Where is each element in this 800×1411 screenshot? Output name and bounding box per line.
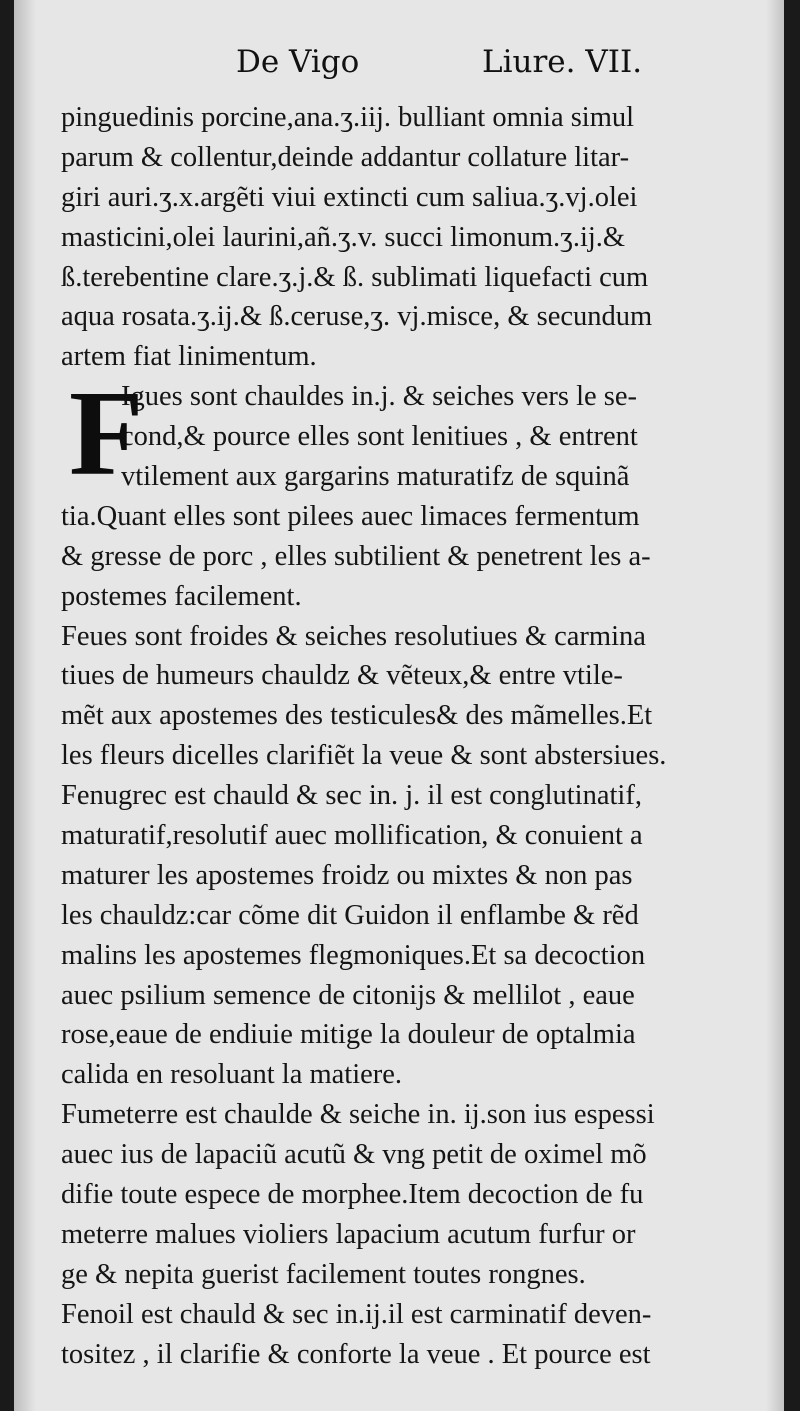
text-line: ß.terebentine clare.ʒ.j.& ß. sublimati liquefacti cum (61, 261, 649, 293)
text-line: tositez , il clarifie & conforte la veue . Et pource est (61, 1338, 651, 1370)
text-line: maturatif,resolutif auec mollification, & conuient a (61, 820, 643, 852)
book-page (14, 0, 784, 1411)
text-line: mẽt aux apostemes des testicules& des mãmelles.Et (61, 700, 653, 732)
text-line: artem fiat linimentum. (61, 341, 317, 373)
text-line: Fenugrec est chauld & sec in. j. il est conglutinatif, (61, 780, 642, 812)
text-line: tia.Quant elles sont pilees auec limaces fermentum (61, 500, 640, 532)
page-edge-mark (770, 1172, 784, 1186)
text-line: pinguedinis porcine,ana.ʒ.iij. bulliant omnia simul (61, 102, 635, 133)
drop-cap-letter: F (69, 366, 144, 501)
text-line: difie toute espece de morphee.Item decoction de fu (61, 1179, 644, 1211)
text-line: Fenoil est chauld & sec in.ij.il est carminatif deven- (61, 1298, 652, 1330)
header-book-number: Liure. VII. (482, 44, 643, 80)
text-line: les fleurs dicelles clarifiẽt la veue & sont abstersiues. (61, 740, 667, 772)
text-line: cond,& pource elles sont lenitiues , & entrent (121, 421, 638, 453)
page-edge-mark (770, 540, 784, 554)
text-line: maturer les apostemes froidz ou mixtes & non pas (61, 859, 633, 891)
text-line: les chauldz:car cõme dit Guidon il enflambe & rẽd (61, 899, 639, 931)
text-line: parum & collentur,deinde addantur collature litar- (61, 141, 630, 173)
text-line: aqua rosata.ʒ.ij.& ß.ceruse,ʒ. vj.misce, & secundum (61, 301, 653, 333)
text-line: & gresse de porc , elles subtilient & penetrent les a- (61, 540, 651, 572)
text-line: calida en resoluant la matiere. (61, 1059, 403, 1091)
text-line: masticini,olei laurini,añ.ʒ.v. succi limonum.ʒ.ij.& (61, 221, 626, 253)
text-line: tiues de humeurs chauldz & vẽteux,& entre vtile- (61, 660, 623, 692)
text-line: rose,eaue de endiuie mitige la douleur de optalmia (61, 1019, 636, 1051)
running-header (236, 44, 656, 84)
text-line: meterre malues violiers lapacium acutum furfur or (61, 1218, 636, 1250)
text-line: postemes facilement. (61, 580, 302, 612)
text-line: giri auri.ʒ.x.argẽti viui extincti cum saliua.ʒ.vj.olei (61, 181, 638, 213)
text-line: malins les apostemes flegmoniques.Et sa decoction (61, 939, 646, 971)
text-line: Igues sont chauldes in.j. & seiches vers le se- (121, 381, 638, 413)
text-line: vtilement aux gargarins maturatifz de squinã (121, 461, 630, 493)
text-line: ge & nepita guerist facilement toutes rongnes. (61, 1258, 586, 1290)
page-body-text (61, 98, 763, 1375)
text-line: Feues sont froides & seiches resolutiues & carmina (61, 620, 646, 652)
header-author: De Vigo (236, 44, 360, 80)
text-line: Fumeterre est chaulde & seiche in. ij.son ius espessi (61, 1099, 655, 1131)
text-line: auec ius de lapaciũ acutũ & vng petit de oximel mõ (61, 1139, 647, 1171)
text-line: auec psilium semence de citonijs & mellilot , eaue (61, 979, 635, 1011)
